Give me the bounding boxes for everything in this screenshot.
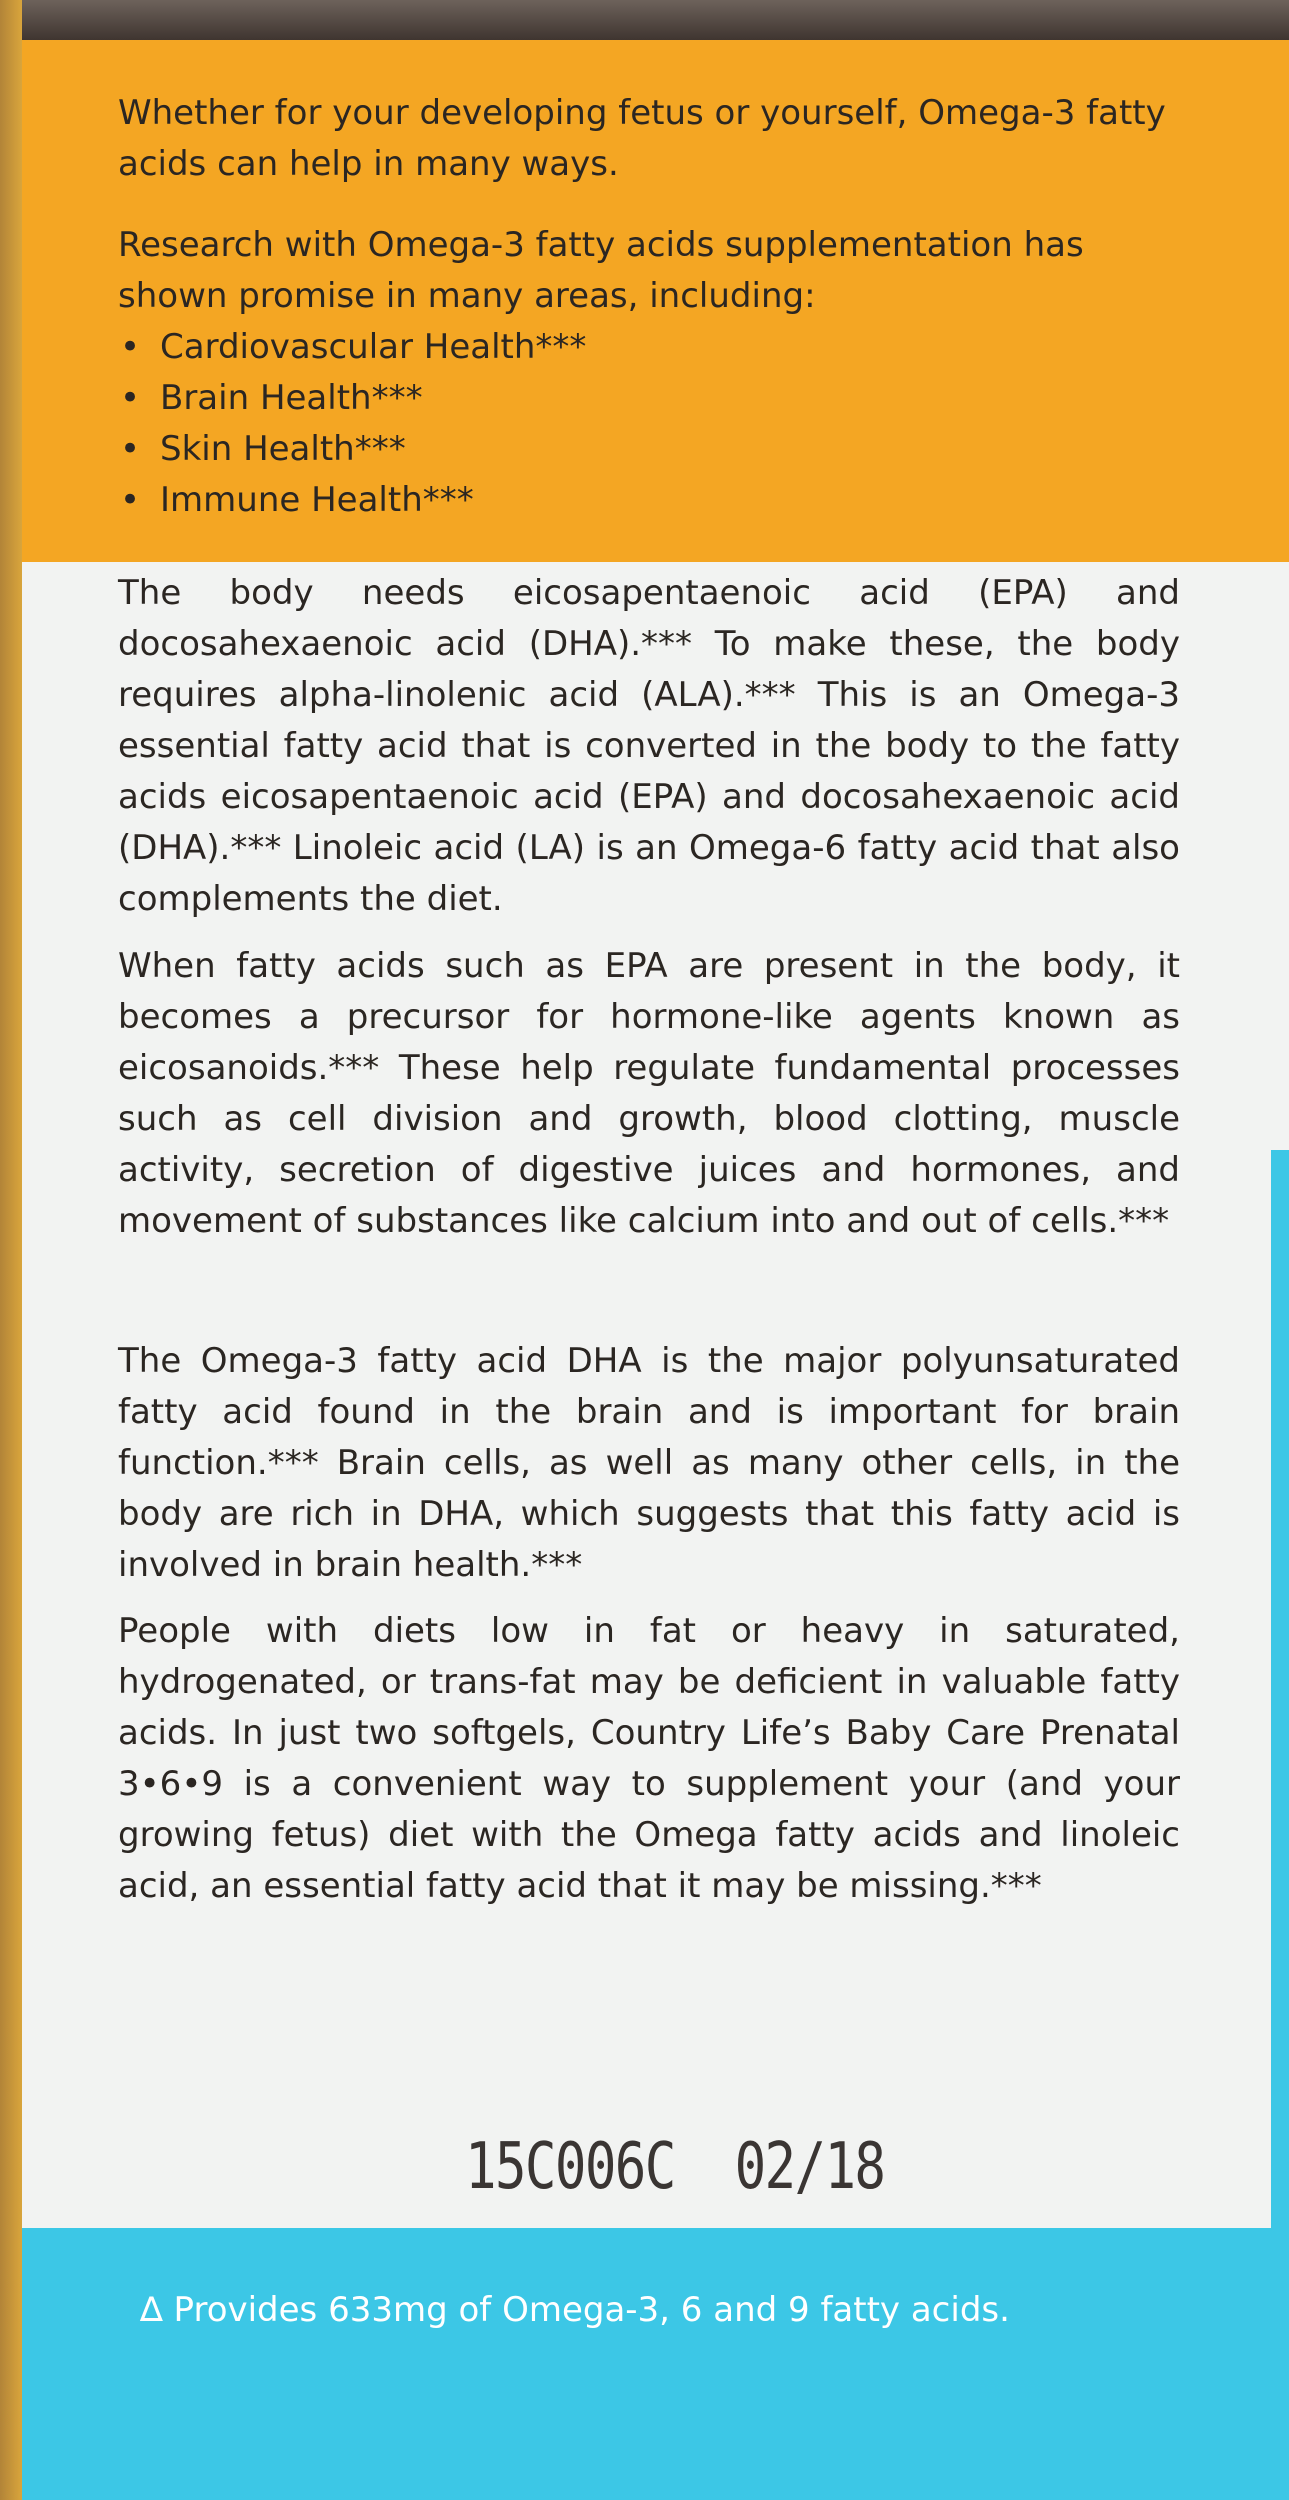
intro-line-1: Whether for your developing fetus or yourself, Omega-3 fatty acids can help in many ways.: [118, 93, 1166, 184]
benefit-item: • Skin Health***: [118, 424, 1180, 475]
benefit-item: • Brain Health***: [118, 373, 1180, 424]
paragraph-eicosanoids: When fatty acids such as EPA are present in the body, it becomes a precursor for hormone-like agents known as eicosanoids.*** These help regulate fundamental processes such as cell division and growth, blood clotting, muscle activity, secretion of digestive juices and hormones, and movement of substances like calcium into and out of cells.***: [118, 946, 1180, 1241]
side-blue-stripe: [1271, 1150, 1289, 2228]
box-top-edge: [0, 0, 1289, 40]
footnote: ∆ Provides 633mg of Omega-3, 6 and 9 fatty acids.: [140, 2290, 1010, 2330]
paragraph-dha-brain: The Omega-3 fatty acid DHA is the major polyunsaturated fatty acid found in the brain and is important for brain function.*** Brain cells, as well as many other cells, in the body are rich in DHA, which suggests that this fatty acid is involved in brain health.***: [118, 1341, 1180, 1585]
blue-band: [22, 2228, 1289, 2500]
benefit-item: • Immune Health***: [118, 475, 1180, 526]
lot-code: 15C006C 02/18: [465, 2130, 885, 2204]
benefit-item: • Cardiovascular Health***: [118, 322, 1180, 373]
benefits-list: [118, 322, 1180, 526]
box-side-edge: [0, 0, 22, 2500]
paragraph-diet: People with diets low in fat or heavy in saturated, hydrogenated, or trans-fat may be deficient in valuable fatty acids. In just two softgels, Country Life’s Baby Care Prenatal 3•6•9 is a convenient way to supplement your (and your growing fetus) diet with the Omega fatty acids and linoleic acid, an essential fatty acid that it may be missing.***: [118, 1611, 1180, 1906]
intro-line-2: Research with Omega-3 fatty acids supplementation has shown promise in many areas, including:: [118, 225, 1084, 316]
paragraph-epa-dha: The body needs eicosapentaenoic acid (EPA) and docosahexaenoic acid (DHA).*** To make these, the body requires alpha-linolenic acid (ALA).*** This is an Omega-3 essential fatty acid that is converted in the body to the fatty acids eicosapentaenoic acid (EPA) and docosahexaenoic acid (DHA).*** Linoleic acid (LA) is an Omega-6 fatty acid that also complements the diet.: [118, 573, 1180, 919]
